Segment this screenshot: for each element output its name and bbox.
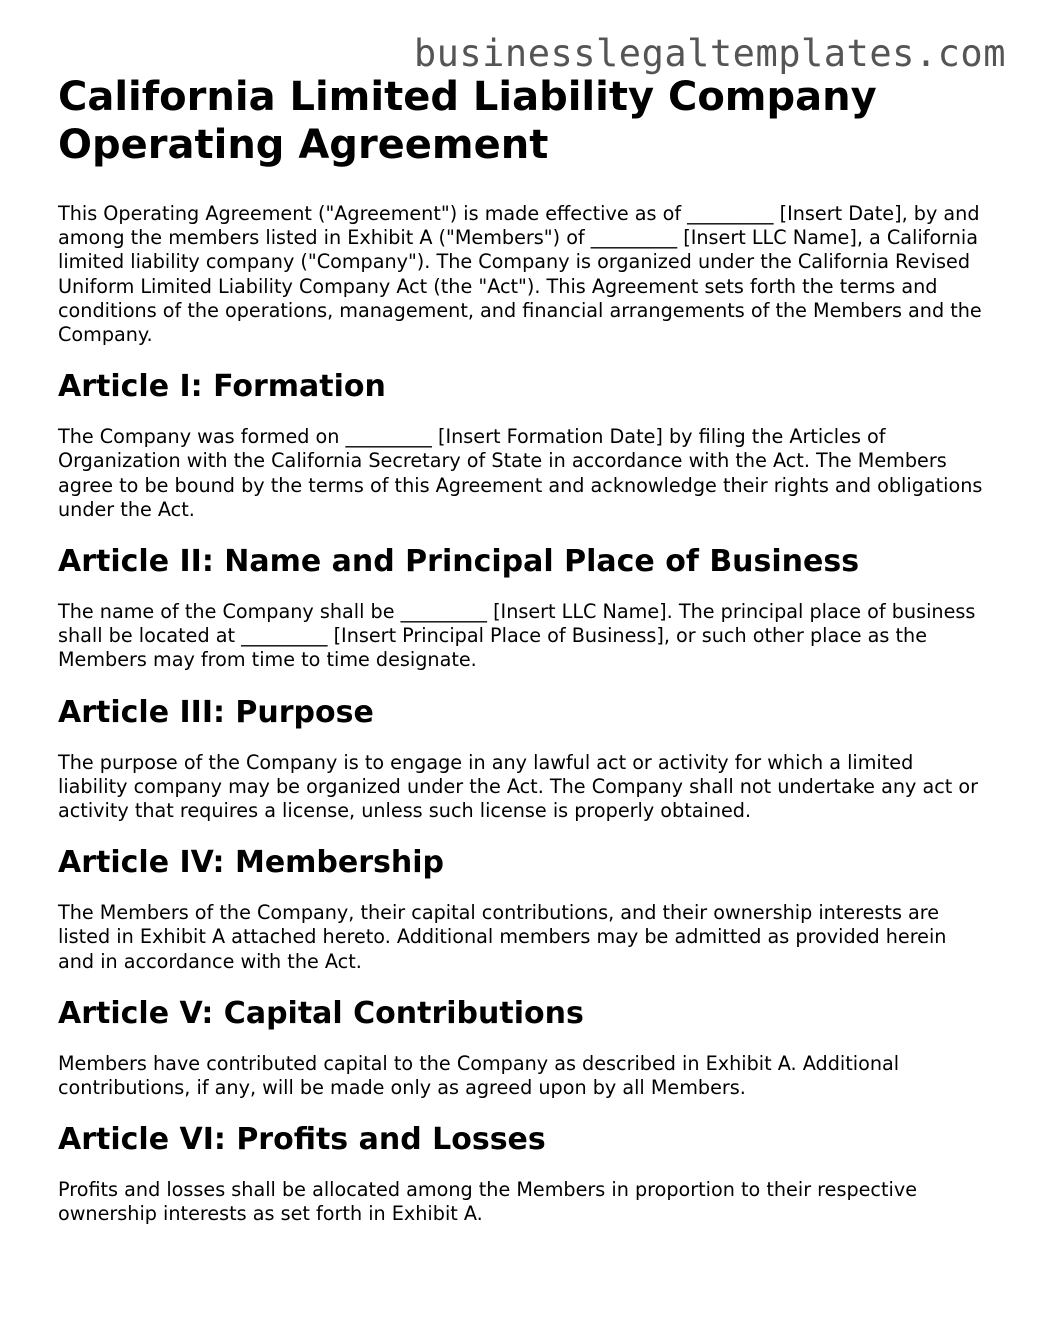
- article-heading: Article VI: Profits and Losses: [58, 1122, 546, 1158]
- article-body: The purpose of the Company is to engage in any lawful act or activity for which a limited liability company may be organized under the Act. The Company shall not undertake any act or activity that requires a license, unless such license is properly obtained.: [58, 750, 979, 823]
- document-body: [58, 73, 988, 1227]
- article-body: The name of the Company shall be _________ [Insert LLC Name]. The principal place of business shall be located at _________ [Insert Principal Place of Business], or such other place as the Members may from time to time designate.: [58, 600, 976, 672]
- article-body: The Members of the Company, their capital contributions, and their ownership interests are listed in Exhibit A attached hereto. Additional members may be admitted as provided herein and in accordance with the Act.: [58, 901, 947, 973]
- article-membership: [58, 845, 988, 974]
- article-heading: Article II: Name and Principal Place of Business: [58, 544, 860, 580]
- article-purpose: [58, 695, 988, 824]
- article-heading: Article III: Purpose: [58, 694, 374, 730]
- intro-paragraph: This Operating Agreement ("Agreement") is made effective as of _________ [Insert Date], by and among the members listed in Exhibit A ("Members") of _________ [Insert LLC Name], a California limited liability company ("Company"). The Company is organized under the California Revised Uniform Limited Liability Company Act (the "Act"). This Agreement sets forth the terms and conditions of the operations, management, and financial arrangements of the Members and the Company.: [58, 202, 982, 347]
- watermark: businesslegaltemplates.com: [413, 32, 1006, 75]
- article-capital-contributions: [58, 996, 988, 1100]
- article-body: Members have contributed capital to the Company as described in Exhibit A. Additional contributions, if any, will be made only as agreed upon by all Members.: [58, 1051, 900, 1100]
- article-body: The Company was formed on _________ [Insert Formation Date] by filing the Articles of Organization with the California Secretary of State in accordance with the Act. The Members agree to be bound by the terms of this Agreement and acknowledge their rights and obligations under the Act.: [58, 425, 983, 521]
- article-body: Profits and losses shall be allocated among the Members in proportion to their respective ownership interests as set forth in Exhibit A.: [58, 1178, 917, 1226]
- article-heading: Article IV: Membership: [58, 845, 445, 881]
- article-heading: Article I: Formation: [58, 369, 386, 405]
- document-title: California Limited Liability Company Operating Agreement: [58, 74, 877, 168]
- article-profits-losses: [58, 1122, 988, 1226]
- article-heading: Article V: Capital Contributions: [58, 995, 584, 1031]
- article-name-place: [58, 544, 988, 673]
- article-formation: [58, 369, 988, 522]
